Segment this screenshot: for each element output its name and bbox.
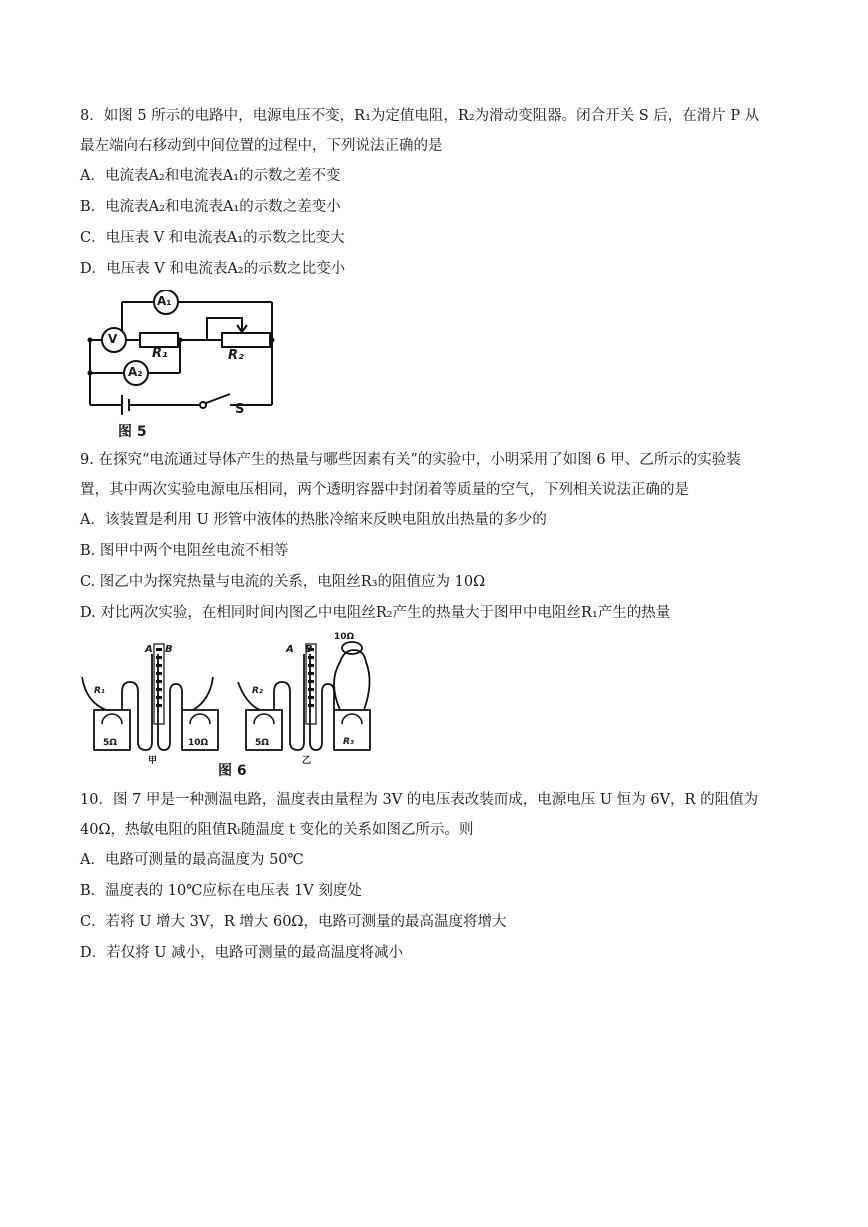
tube-a-label-jia: A xyxy=(145,644,153,655)
ohm5-label-jia: 5Ω xyxy=(103,738,117,748)
resistor-r1-label: R₁ xyxy=(152,346,168,361)
q9-option-d: D. 对比两次实验，在相同时间内图乙中电阻丝R₂产生的热量大于图甲中电阻丝R₁产生的热量 xyxy=(80,605,671,621)
q9-stem-line2: 置，其中两次实验电源电压相同，两个透明容器中封闭着等质量的空气，下列相关说法正确的是 xyxy=(80,482,689,498)
r3-label-yi: R₃ xyxy=(343,737,354,747)
q9-option-a: A．该装置是利用 U 形管中液体的热胀冷缩来反映电阻放出热量的多少的 xyxy=(80,512,547,528)
q8-stem-line2: 最左端向右移动到中间位置的过程中，下列说法正确的是 xyxy=(80,138,443,154)
q8-option-d: D．电压表 V 和电流表A₂的示数之比变小 xyxy=(80,261,346,277)
tube-b-label-yi: B xyxy=(305,644,313,655)
q9-option-c: C. 图乙中为探究热量与电流的关系，电阻丝R₃的阻值应为 10Ω xyxy=(80,574,486,590)
r1-label-jia: R₁ xyxy=(94,686,105,696)
r2-label-yi: R₂ xyxy=(252,686,263,696)
q10-option-d: D．若仅将 U 减小，电路可测量的最高温度将减小 xyxy=(80,945,404,961)
q10-stem-line1: 10．图 7 甲是一种测温电路，温度表由量程为 3V 的电压表改装而成，电源电压 U 恒为 6V，R 的阻值为 xyxy=(80,792,759,808)
setup-yi-label: 乙 xyxy=(302,756,312,766)
q8-stem-line1: 8．如图 5 所示的电路中，电源电压不变，R₁为定值电阻，R₂为滑动变阻器。闭合开关 S 后，在滑片 P 从 xyxy=(80,108,760,124)
resistor-r2-label: R₂ xyxy=(228,348,244,363)
ohm10-label-jia: 10Ω xyxy=(188,738,209,748)
setup-jia-label: 甲 xyxy=(148,756,158,766)
figure-6-caption: 图 6 xyxy=(218,763,247,779)
q10-option-c: C．若将 U 增大 3V，R 增大 60Ω，电路可测量的最高温度将增大 xyxy=(80,914,507,930)
q10-option-a: A．电路可测量的最高温度为 50℃ xyxy=(80,852,304,868)
meter-a2-label: A₂ xyxy=(128,365,143,379)
meter-a1-label: A₁ xyxy=(157,294,172,308)
q10-stem-line2: 40Ω，热敏电阻的阻值Rₜ随温度 t 变化的关系如图乙所示。则 xyxy=(80,822,474,838)
ohm5-label-yi: 5Ω xyxy=(255,738,269,748)
tube-b-label-jia: B xyxy=(165,644,173,655)
tube-a-label-yi: A xyxy=(286,644,294,655)
meter-v-label: V xyxy=(108,332,118,346)
figure-6-apparatus xyxy=(78,632,378,757)
q10-option-b: B．温度表的 10℃应标在电压表 1V 刻度处 xyxy=(80,883,362,899)
figure-5-caption: 图 5 xyxy=(118,424,147,440)
q8-option-a: A．电流表A₂和电流表A₁的示数之差不变 xyxy=(80,168,341,184)
q8-option-b: B．电流表A₂和电流表A₁的示数之差变小 xyxy=(80,199,341,215)
q8-option-c: C．电压表 V 和电流表A₁的示数之比变大 xyxy=(80,230,345,246)
external-10ohm-label: 10Ω xyxy=(334,632,355,642)
q9-stem-line1: 9. 在探究“电流通过导体产生的热量与哪些因素有关”的实验中，小明采用了如图 6 甲、乙所示的实验装 xyxy=(80,452,741,468)
figure-5-circuit xyxy=(82,290,292,420)
switch-s-label: S xyxy=(235,402,245,417)
q9-option-b: B. 图甲中两个电阻丝电流不相等 xyxy=(80,543,289,559)
